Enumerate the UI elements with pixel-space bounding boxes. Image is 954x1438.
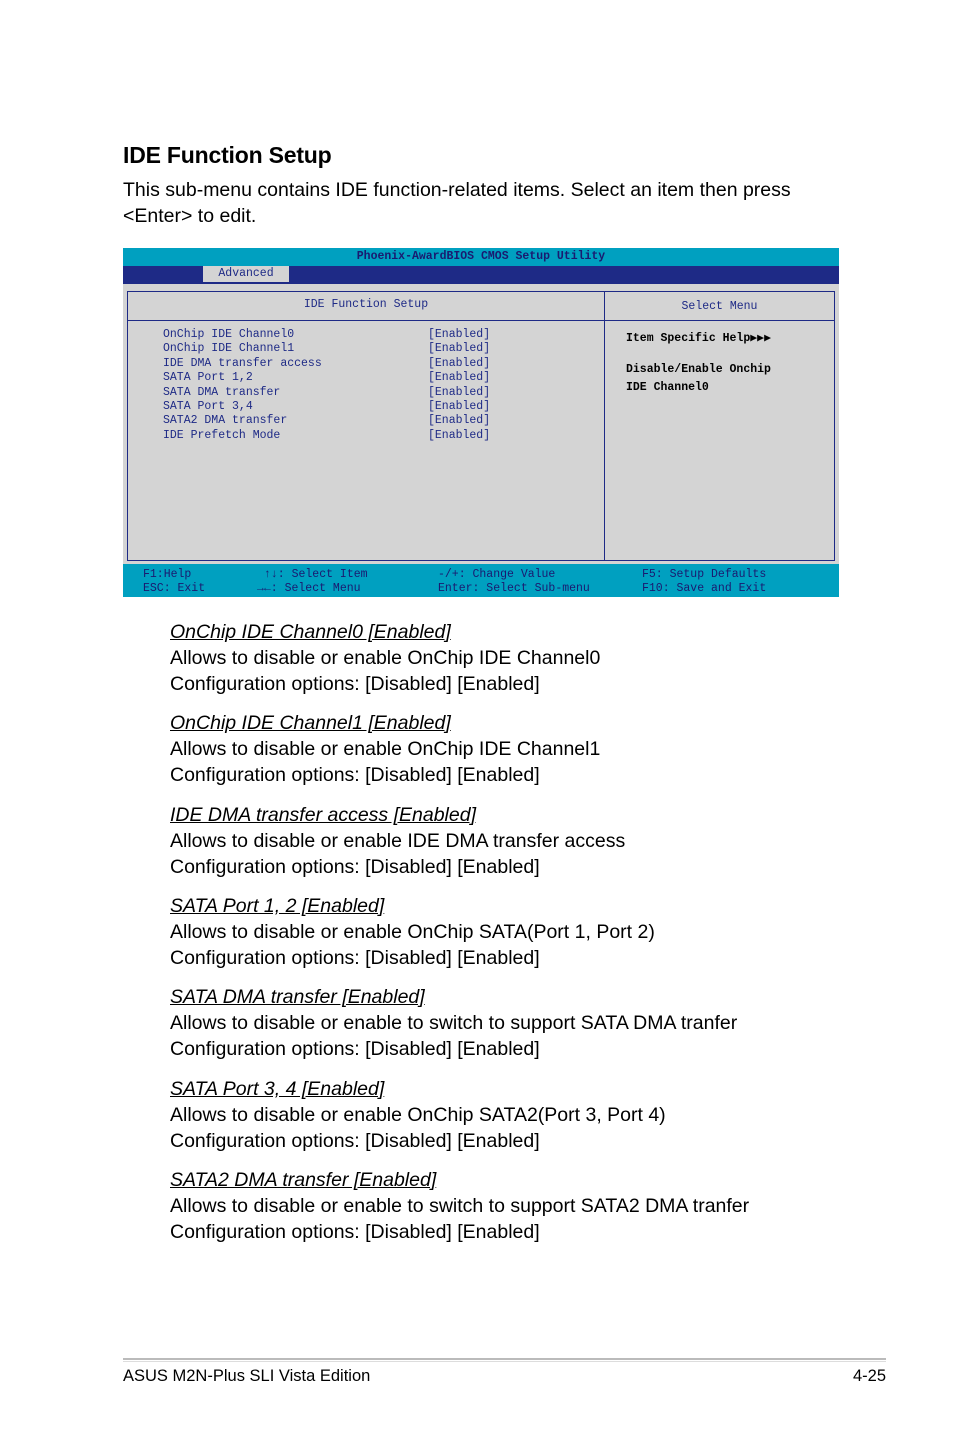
key-change-value: -/+: Change Value xyxy=(438,568,556,581)
intro-line-2: <Enter> to edit. xyxy=(123,205,257,227)
bios-item-label: SATA DMA transfer xyxy=(163,385,281,399)
footer-product-name: ASUS M2N-Plus SLI Vista Edition xyxy=(123,1367,371,1385)
bios-item-value[interactable]: [Enabled] xyxy=(428,342,491,356)
option-heading: OnChip IDE Channel1 [Enabled] xyxy=(170,712,451,734)
option-heading: SATA Port 3, 4 [Enabled] xyxy=(170,1078,385,1100)
bios-menu-bar xyxy=(123,266,839,284)
footer-page-number: 4-25 xyxy=(852,1367,886,1385)
option-sata-port-3-4 xyxy=(170,1076,666,1154)
option-description: Allows to disable or enable to switch to support SATA DMA tranfer xyxy=(170,1012,738,1034)
footer-divider xyxy=(123,1358,886,1360)
help-line-2: IDE Channel0 xyxy=(626,381,709,394)
option-config: Configuration options: [Disabled] [Enabled] xyxy=(170,856,540,878)
option-description: Allows to disable or enable to switch to support SATA2 DMA tranfer xyxy=(170,1195,750,1217)
option-sata-port-1-2 xyxy=(170,893,655,971)
key-enter-submenu: Enter: Select Sub-menu xyxy=(438,582,590,595)
help-heading: Item Specific Help▶▶▶ xyxy=(626,332,771,345)
bios-item-label: SATA Port 1,2 xyxy=(163,371,253,385)
bios-item-value[interactable]: [Enabled] xyxy=(428,371,491,385)
bios-item-value[interactable]: [Enabled] xyxy=(428,399,491,413)
option-description: Allows to disable or enable OnChip IDE Channel0 xyxy=(170,647,601,669)
option-description: Allows to disable or enable IDE DMA transfer access xyxy=(170,830,626,852)
bios-item-label: SATA2 DMA transfer xyxy=(163,414,288,428)
key-f5-defaults: F5: Setup Defaults xyxy=(642,568,767,581)
option-heading: SATA Port 1, 2 [Enabled] xyxy=(170,895,385,917)
bios-item-label: IDE DMA transfer access xyxy=(163,356,322,370)
option-description: Allows to disable or enable OnChip SATA(Port 1, Port 2) xyxy=(170,921,655,943)
bios-item-value[interactable]: [Enabled] xyxy=(428,414,491,428)
bios-item-label: OnChip IDE Channel1 xyxy=(163,342,295,356)
bios-item-label: SATA Port 3,4 xyxy=(163,399,253,413)
option-description: Allows to disable or enable OnChip SATA2(Port 3, Port 4) xyxy=(170,1104,666,1126)
section-title: IDE Function Setup xyxy=(123,142,332,168)
option-config: Configuration options: [Disabled] [Enabled] xyxy=(170,947,540,969)
key-f10-save-exit: F10: Save and Exit xyxy=(642,582,767,595)
intro-text xyxy=(123,177,823,229)
bios-item-label: IDE Prefetch Mode xyxy=(163,428,281,442)
panel-title: IDE Function Setup xyxy=(303,298,429,311)
option-config: Configuration options: [Disabled] [Enabled] xyxy=(170,1130,540,1152)
bios-item-label: OnChip IDE Channel0 xyxy=(163,328,295,341)
key-f1-help: F1:Help xyxy=(143,568,192,581)
option-heading: OnChip IDE Channel0 [Enabled] xyxy=(170,621,451,643)
footer-divider-secondary xyxy=(123,1361,886,1362)
option-config: Configuration options: [Disabled] [Enabled] xyxy=(170,1038,540,1060)
key-select-menu: →←: Select Menu xyxy=(257,582,361,595)
bios-title-bar: Phoenix-AwardBIOS CMOS Setup Utility xyxy=(123,248,839,266)
option-config: Configuration options: [Disabled] [Enabled] xyxy=(170,673,540,695)
option-config: Configuration options: [Disabled] [Enabled] xyxy=(170,764,540,786)
option-heading: SATA DMA transfer [Enabled] xyxy=(170,986,425,1008)
bios-key-legend xyxy=(123,564,839,597)
help-title: Select Menu xyxy=(681,300,758,313)
option-heading: SATA2 DMA transfer [Enabled] xyxy=(170,1169,437,1191)
option-onchip-ide-channel1 xyxy=(170,710,600,788)
tab-advanced[interactable]: Advanced xyxy=(203,266,289,282)
option-sata2-dma-transfer xyxy=(170,1167,749,1245)
frame-divider-horizontal xyxy=(128,320,834,321)
bios-item-value[interactable]: [Enabled] xyxy=(428,385,491,399)
bios-item-value[interactable]: [Enabled] xyxy=(428,356,491,370)
bios-item-value[interactable]: [Enabled] xyxy=(428,328,491,341)
option-onchip-ide-channel0 xyxy=(170,619,600,697)
bios-screenshot xyxy=(123,248,839,597)
intro-line-1: This sub-menu contains IDE function-related items. Select an item then press xyxy=(123,179,791,201)
frame-divider-vertical xyxy=(604,292,605,560)
item-help-panel xyxy=(626,330,771,397)
bios-main-frame xyxy=(127,291,835,561)
option-heading: IDE DMA transfer access [Enabled] xyxy=(170,804,476,826)
option-config: Configuration options: [Disabled] [Enabled] xyxy=(170,1221,540,1243)
option-ide-dma-transfer-access xyxy=(170,802,625,880)
key-esc-exit: ESC: Exit xyxy=(143,582,206,595)
bios-item-value[interactable]: [Enabled] xyxy=(428,428,491,442)
option-sata-dma-transfer xyxy=(170,984,737,1062)
help-line-1: Disable/Enable Onchip xyxy=(626,363,771,376)
option-description: Allows to disable or enable OnChip IDE Channel1 xyxy=(170,738,601,760)
key-select-item: ↑↓: Select Item xyxy=(264,568,368,581)
